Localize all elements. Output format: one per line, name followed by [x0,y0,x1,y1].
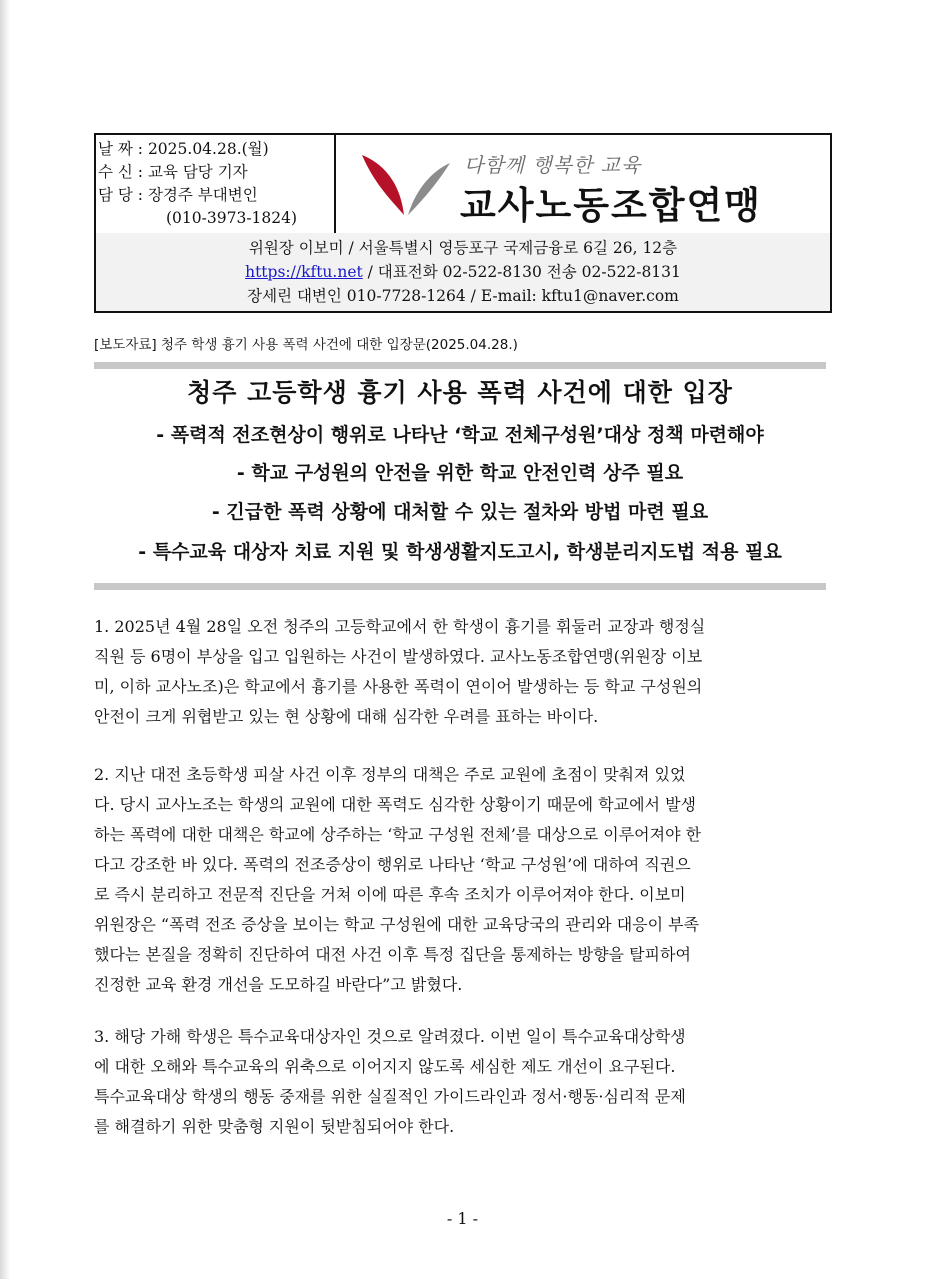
meta-info-cell [96,135,336,233]
website-phone-line [96,260,830,284]
paragraph-line: 직원 등 6명이 부상을 입고 입원하는 사건이 발생하였다. 교사노동조합연맹(위원장 이보 [94,647,703,666]
paragraph-line: 특수교육대상 학생의 행동 중재를 위한 실질적인 가이드라인과 정서·행동·심리적 문제 [94,1087,686,1106]
phone-fax-text: / 대표전화 02-522-8130 전송 02-522-8131 [362,263,681,281]
paragraph-line: 안전이 크게 위협받고 있는 현 상황에 대해 심각한 우려를 표하는 바이다. [94,707,599,726]
paragraph-line: 다고 강조한 바 있다. 폭력의 전조증상이 행위로 나타난 ‘학교 구성원’에 대하여 직권으 [94,855,691,874]
header-top-row [96,135,830,235]
subtitle-3: - 긴급한 폭력 상황에 대처할 수 있는 절차와 방법 마련 필요 [211,501,709,523]
paragraph-line: 1. 2025년 4월 28일 오전 청주의 고등학교에서 한 학생이 흉기를 휘둘러 교장과 행정실 [94,617,706,636]
paragraph-line: 를 해결하기 위한 맞춤형 지원이 뒷받침되어야 한다. [94,1117,455,1136]
spokesperson-line: 장세린 대변인 010-7728-1264 / E-mail: kftu1@naver.com [247,287,679,305]
logo-cell [336,135,830,233]
press-header-box [94,133,832,313]
paragraph-line: 진정한 교육 환경 개선을 도모하길 바란다”고 밝혔다. [94,975,463,994]
subtitle-1: - 폭력적 전조현상이 행위로 나타난 ‘학교 전체구성원’대상 정책 마련해야 [156,424,764,446]
contact-phone-line: (010-3973-1824) [166,209,298,227]
page-number: - 1 - [446,1209,479,1228]
paragraph-1 [94,612,834,732]
logo-slogan: 다함께 행복한 교육 [464,153,642,177]
paragraph-line: 3. 해당 가해 학생은 특수교육대상자인 것으로 알려졌다. 이번 일이 특수교육대상학생 [94,1027,686,1046]
paragraph-line: 로 즉시 분리하고 전문적 진단을 거쳐 이에 따른 후속 조치가 이루어져야 한다. 이보미 [94,885,686,904]
top-divider [94,362,826,369]
subtitle-2: - 학교 구성원의 안전을 위한 학교 안전인력 상주 필요 [236,462,684,484]
logo-organization-name: 교사노동조합연맹 [460,184,762,227]
paragraph-line: 2. 지난 대전 초등학생 피살 사건 이후 정부의 대책은 주로 교원에 초점이 맞춰져 있었 [94,765,686,784]
union-logo-icon [360,149,452,221]
paragraph-line: 하는 폭력에 대한 대책은 학교에 상주하는 ‘학교 구성원 전체’를 대상으로 이루어져야 한 [94,825,702,844]
paragraph-line: 미, 이하 교사노조)은 학교에서 흉기를 사용한 폭력이 연이어 발생하는 등 학교 구성원의 [94,677,703,696]
website-link[interactable]: https://kftu.net [245,263,363,281]
paragraph-line: 다. 당시 교사노조는 학생의 교원에 대한 폭력도 심각한 상황이기 때문에 학교에서 발생 [94,795,696,814]
date-line: 날 짜 : 2025.04.28.(월) [98,140,269,158]
paragraph-line: 위원장은 “폭력 전조 증상을 보이는 학교 구성원에 대한 교육당국의 관리와 대응이 부족 [94,915,700,934]
contact-line: 담 당 : 장경주 부대변인 [98,186,258,204]
paragraph-line: 했다는 본질을 정확히 진단하여 대전 사건 이후 특정 집단을 통제하는 방향을 탈피하여 [94,945,691,964]
subtitle-4: - 특수교육 대상자 치료 지원 및 학생생활지도고시, 학생분리지도법 적용 필요 [138,541,782,563]
headline-title: 청주 고등학생 흉기 사용 폭력 사건에 대한 입장 [187,378,733,407]
paragraph-2 [94,760,834,1000]
paragraph-line: 에 대한 오해와 특수교육의 위축으로 이어지지 않도록 세심한 제도 개선이 요구된다. [94,1057,676,1076]
press-release-label: [보도자료] 청주 학생 흉기 사용 폭력 사건에 대한 입장문(2025.04.28.) [94,337,518,353]
page-edge-shadow [0,0,10,1279]
recipient-line: 수 신 : 교육 담당 기자 [98,163,248,181]
bottom-divider [94,583,826,590]
address-line: 위원장 이보미 / 서울특별시 영등포구 국제금융로 6길 26, 12층 [248,239,678,257]
header-contact-info [96,233,830,311]
paragraph-3 [94,1022,834,1142]
